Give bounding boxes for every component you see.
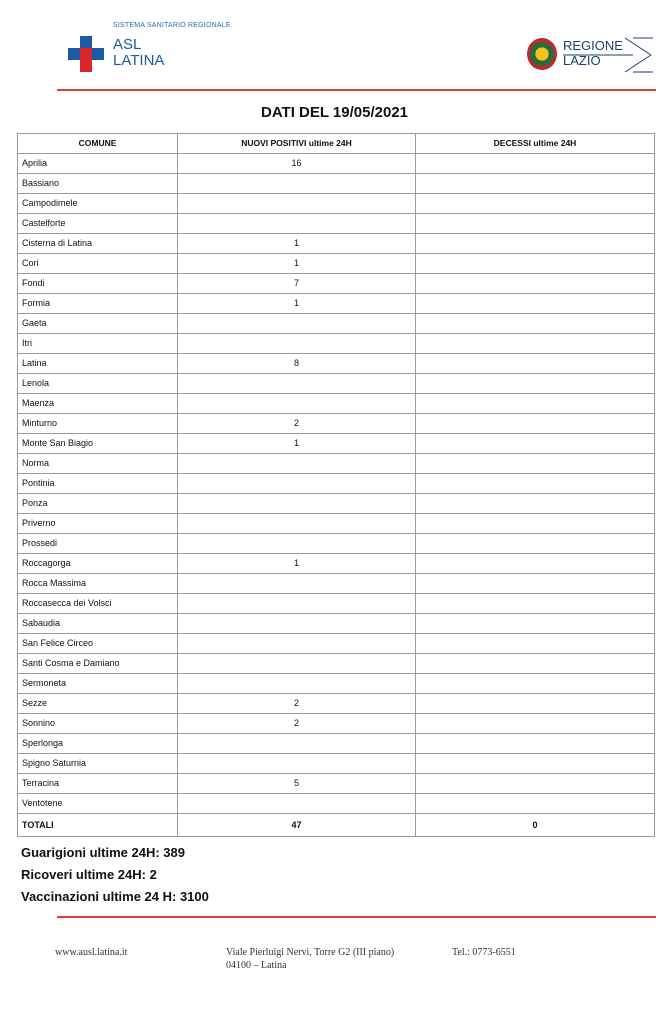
cell-nuovi-positivi: 1	[178, 234, 416, 254]
cell-comune: Prossedi	[18, 534, 178, 554]
lazio-emblem-icon	[527, 38, 557, 70]
table-row	[18, 514, 655, 534]
footer-website[interactable]: www.ausl.latina.it	[55, 947, 128, 958]
asl-name-line2: LATINA	[113, 52, 165, 69]
cell-comune: Monte San Biagio	[18, 434, 178, 454]
cell-nuovi-positivi: 16	[178, 154, 416, 174]
cell-comune: Sermoneta	[18, 674, 178, 694]
table-row	[18, 614, 655, 634]
table-row	[18, 654, 655, 674]
cell-nuovi-positivi	[178, 174, 416, 194]
cell-decessi	[416, 774, 655, 794]
medical-cross-icon	[68, 36, 104, 72]
cell-decessi	[416, 394, 655, 414]
cell-decessi	[416, 554, 655, 574]
table-row	[18, 414, 655, 434]
cell-decessi	[416, 174, 655, 194]
cell-decessi	[416, 434, 655, 454]
table-row	[18, 214, 655, 234]
cell-decessi	[416, 674, 655, 694]
cell-nuovi-positivi	[178, 514, 416, 534]
cell-comune: San Felice Circeo	[18, 634, 178, 654]
cell-comune: Gaeta	[18, 314, 178, 334]
table-row	[18, 734, 655, 754]
table-row	[18, 354, 655, 374]
cell-comune: Santi Cosma e Damiano	[18, 654, 178, 674]
table-row	[18, 274, 655, 294]
cell-comune: Cisterna di Latina	[18, 234, 178, 254]
footer-address	[226, 946, 394, 972]
table-row	[18, 174, 655, 194]
cell-decessi	[416, 734, 655, 754]
cell-decessi	[416, 354, 655, 374]
cell-decessi	[416, 474, 655, 494]
cell-comune: Lenola	[18, 374, 178, 394]
cell-comune: Campodimele	[18, 194, 178, 214]
table-row	[18, 294, 655, 314]
cell-comune: Formia	[18, 294, 178, 314]
cell-comune: Bassiano	[18, 174, 178, 194]
cell-nuovi-positivi	[178, 654, 416, 674]
asl-latina-logo	[68, 22, 238, 74]
vaccinazioni-summary: Vaccinazioni ultime 24 H: 3100	[21, 889, 209, 904]
cell-nuovi-positivi: 2	[178, 714, 416, 734]
table-total-row	[18, 814, 655, 837]
cell-comune: Aprilia	[18, 154, 178, 174]
table-row	[18, 374, 655, 394]
cell-decessi	[416, 754, 655, 774]
cell-nuovi-positivi: 5	[178, 774, 416, 794]
asl-system-label: SISTEMA SANITARIO REGIONALE	[113, 22, 231, 29]
cell-comune: Cori	[18, 254, 178, 274]
cell-comune: Roccasecca dei Volsci	[18, 594, 178, 614]
cell-nuovi-positivi	[178, 314, 416, 334]
cell-decessi	[416, 574, 655, 594]
cell-decessi	[416, 334, 655, 354]
cell-decessi	[416, 414, 655, 434]
cell-decessi	[416, 714, 655, 734]
footer-address-line1: Viale Pierluigi Nervi, Torre G2 (III piano)	[226, 947, 395, 958]
table-row	[18, 434, 655, 454]
table-row	[18, 694, 655, 714]
cell-decessi	[416, 634, 655, 654]
table-row	[18, 314, 655, 334]
cell-decessi	[416, 534, 655, 554]
cell-nuovi-positivi	[178, 634, 416, 654]
cell-nuovi-positivi	[178, 534, 416, 554]
cell-nuovi-positivi	[178, 794, 416, 814]
cell-comune: Latina	[18, 354, 178, 374]
cell-comune: Terracina	[18, 774, 178, 794]
table-row	[18, 154, 655, 174]
table-row	[18, 554, 655, 574]
cell-comune: Castelforte	[18, 214, 178, 234]
cell-decessi	[416, 594, 655, 614]
cell-comune: Pontinia	[18, 474, 178, 494]
cell-nuovi-positivi: 1	[178, 434, 416, 454]
cell-nuovi-positivi	[178, 334, 416, 354]
table-row	[18, 454, 655, 474]
lazio-name-line2: LAZIO	[563, 53, 601, 68]
table-header-row	[18, 134, 655, 154]
header-divider	[57, 89, 656, 91]
column-header-decessi: DECESSI ultime 24H	[416, 134, 655, 154]
cell-decessi	[416, 694, 655, 714]
cell-decessi	[416, 294, 655, 314]
total-nuovi-positivi: 47	[178, 814, 416, 837]
cell-comune: Sabaudia	[18, 614, 178, 634]
cell-decessi	[416, 494, 655, 514]
cell-nuovi-positivi	[178, 594, 416, 614]
table-row	[18, 634, 655, 654]
lazio-name-line1: REGIONE	[563, 38, 623, 53]
regione-lazio-logo	[527, 36, 652, 74]
guarigioni-summary: Guarigioni ultime 24H: 389	[21, 845, 185, 860]
cell-nuovi-positivi: 1	[178, 294, 416, 314]
table-row	[18, 674, 655, 694]
cell-decessi	[416, 154, 655, 174]
cell-decessi	[416, 214, 655, 234]
cell-decessi	[416, 614, 655, 634]
total-label: TOTALI	[18, 814, 178, 837]
ricoveri-summary: Ricoveri ultime 24H: 2	[21, 867, 157, 882]
cell-decessi	[416, 794, 655, 814]
cell-nuovi-positivi: 1	[178, 254, 416, 274]
cell-nuovi-positivi	[178, 734, 416, 754]
table-row	[18, 534, 655, 554]
footer-address-line2: 04100 – Latina	[226, 960, 287, 971]
cell-nuovi-positivi	[178, 494, 416, 514]
cell-comune: Rocca Massima	[18, 574, 178, 594]
footer-divider	[57, 916, 656, 918]
table-row	[18, 474, 655, 494]
table-row	[18, 774, 655, 794]
table-row	[18, 494, 655, 514]
cell-comune: Fondi	[18, 274, 178, 294]
cell-nuovi-positivi	[178, 614, 416, 634]
cell-decessi	[416, 314, 655, 334]
cell-nuovi-positivi	[178, 474, 416, 494]
table-row	[18, 394, 655, 414]
cell-nuovi-positivi	[178, 454, 416, 474]
table-row	[18, 234, 655, 254]
covid-data-table	[17, 133, 655, 837]
cell-comune: Roccagorga	[18, 554, 178, 574]
cell-nuovi-positivi: 2	[178, 694, 416, 714]
cell-nuovi-positivi: 7	[178, 274, 416, 294]
cell-decessi	[416, 514, 655, 534]
cell-comune: Spigno Saturnia	[18, 754, 178, 774]
cell-decessi	[416, 274, 655, 294]
cell-comune: Itri	[18, 334, 178, 354]
total-decessi: 0	[416, 814, 655, 837]
column-header-comune: COMUNE	[18, 134, 178, 154]
table-row	[18, 714, 655, 734]
cell-nuovi-positivi	[178, 394, 416, 414]
cell-comune: Norma	[18, 454, 178, 474]
table-row	[18, 754, 655, 774]
table-row	[18, 794, 655, 814]
table-row	[18, 254, 655, 274]
column-header-nuovi-positivi: NUOVI POSITIVI ultime 24H	[178, 134, 416, 154]
cell-comune: Ponza	[18, 494, 178, 514]
table-row	[18, 334, 655, 354]
cell-nuovi-positivi	[178, 194, 416, 214]
cell-decessi	[416, 454, 655, 474]
table-row	[18, 594, 655, 614]
cell-comune: Sezze	[18, 694, 178, 714]
table-row	[18, 194, 655, 214]
cell-nuovi-positivi: 8	[178, 354, 416, 374]
footer-phone: Tel.: 0773-6551	[452, 947, 516, 958]
cell-decessi	[416, 254, 655, 274]
cell-comune: Sonnino	[18, 714, 178, 734]
cell-decessi	[416, 654, 655, 674]
cell-nuovi-positivi	[178, 574, 416, 594]
asl-name-line1: ASL	[113, 36, 142, 53]
lazio-name	[563, 38, 623, 68]
table-row	[18, 574, 655, 594]
cell-comune: Sperlonga	[18, 734, 178, 754]
cell-decessi	[416, 234, 655, 254]
cell-decessi	[416, 374, 655, 394]
cell-comune: Priverno	[18, 514, 178, 534]
cell-decessi	[416, 194, 655, 214]
document-title: DATI DEL 19/05/2021	[260, 104, 409, 121]
cell-comune: Minturno	[18, 414, 178, 434]
cell-comune: Ventotene	[18, 794, 178, 814]
cell-nuovi-positivi: 1	[178, 554, 416, 574]
cell-comune: Maenza	[18, 394, 178, 414]
cell-nuovi-positivi	[178, 374, 416, 394]
cell-nuovi-positivi	[178, 674, 416, 694]
asl-name	[113, 37, 164, 69]
cell-nuovi-positivi	[178, 754, 416, 774]
cell-nuovi-positivi	[178, 214, 416, 234]
cell-nuovi-positivi: 2	[178, 414, 416, 434]
